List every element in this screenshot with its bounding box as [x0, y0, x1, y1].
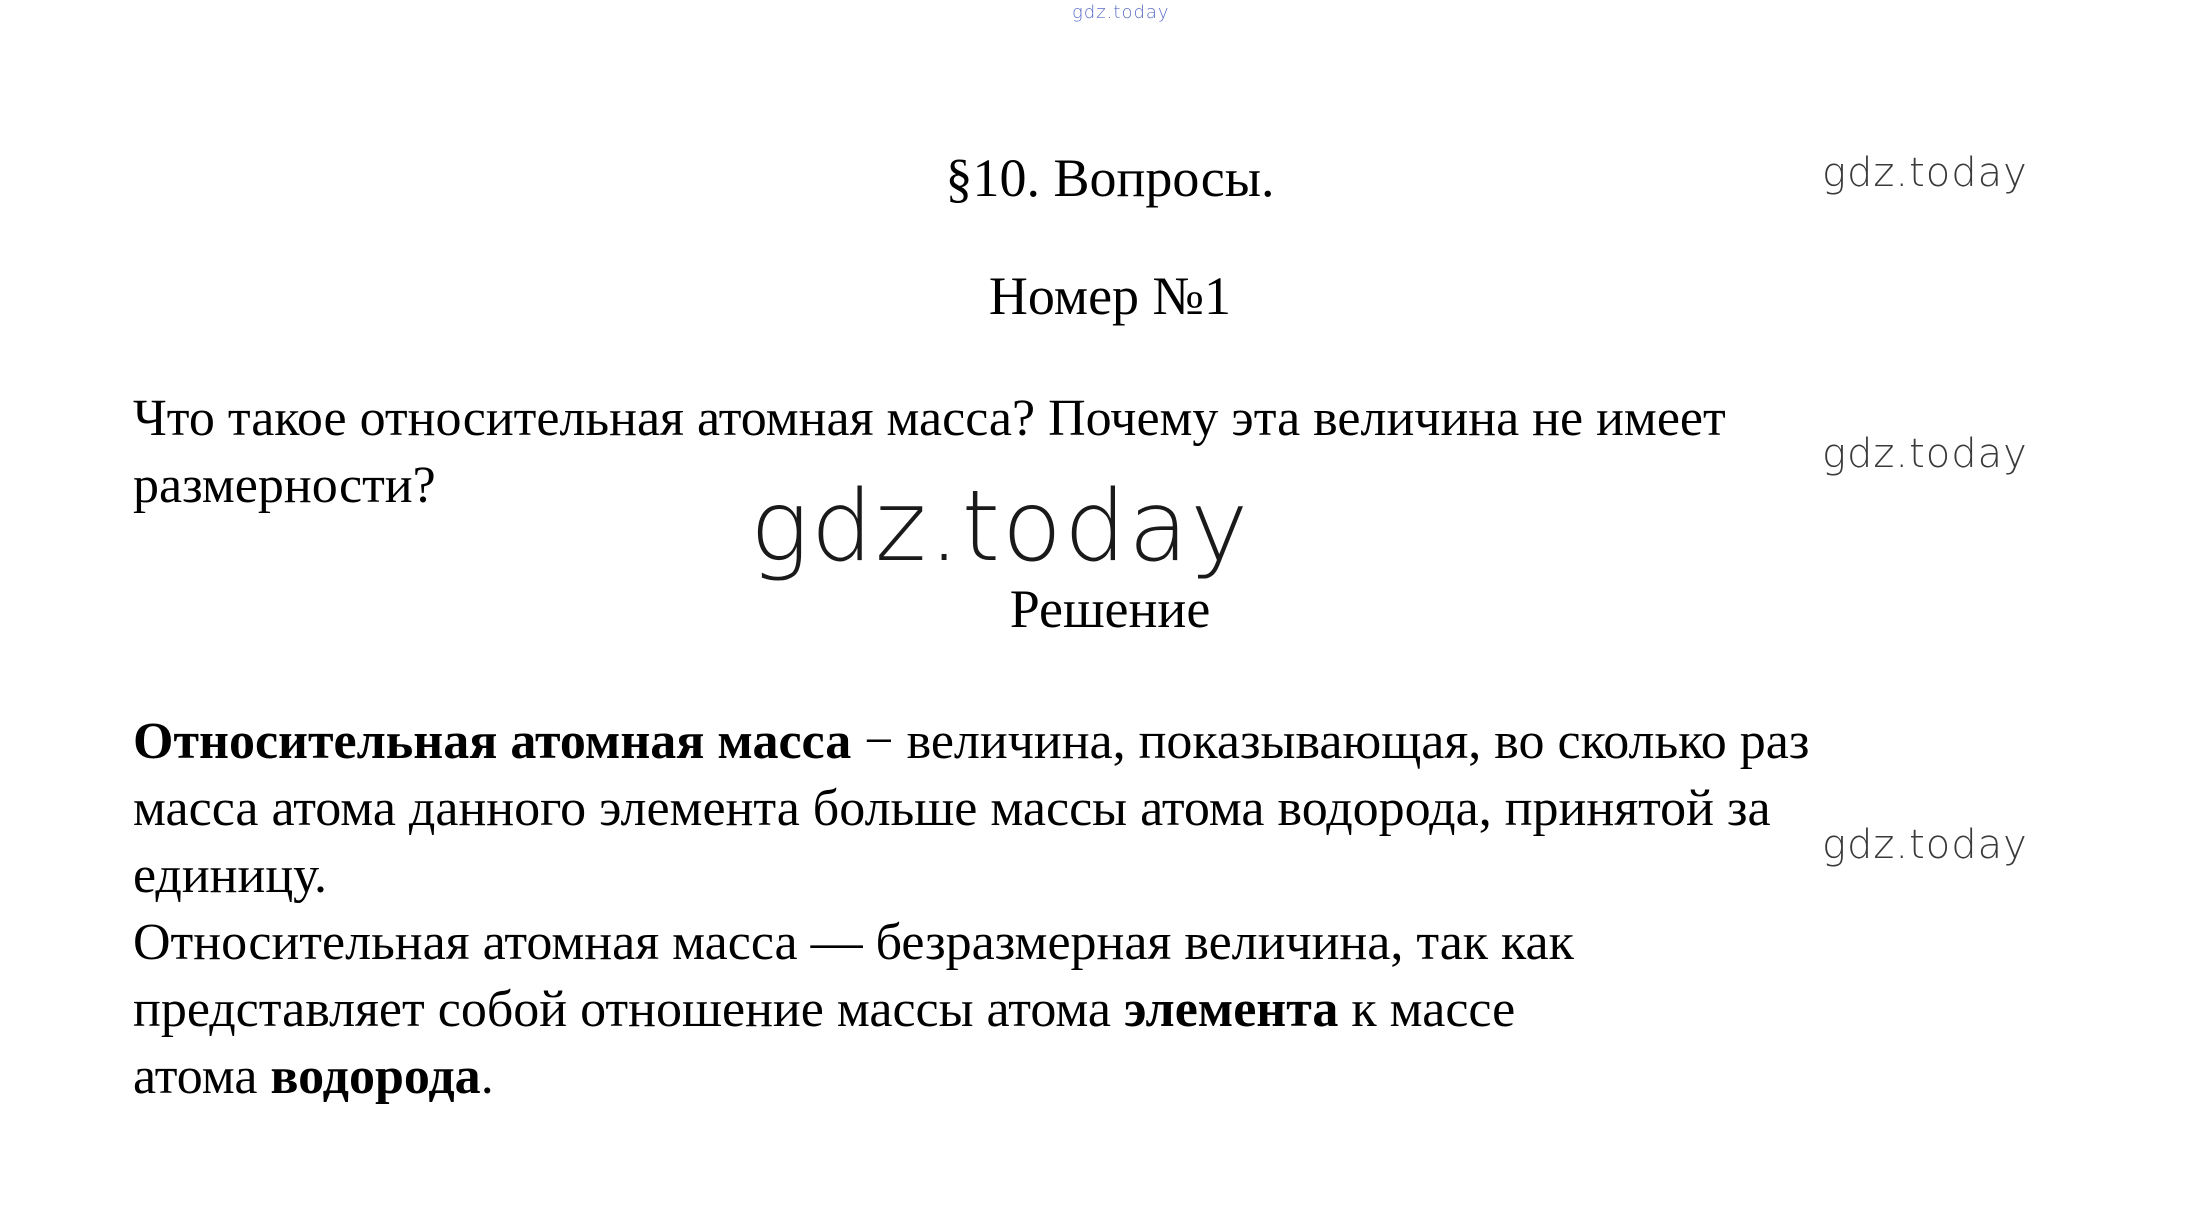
- answer-line-1: [133, 708, 2133, 775]
- exercise-number: Номер №1: [988, 266, 1232, 326]
- answer-line-2: масса атома данного элемента больше массы атома водорода, принятой за: [133, 780, 1771, 837]
- question-text: [133, 385, 2133, 519]
- watermark-top: gdz.today: [1072, 2, 1170, 23]
- answer-line-5-start: представляет собой отношение массы атома: [133, 981, 1124, 1038]
- section-heading: §10. Вопросы.: [945, 148, 1275, 208]
- answer-line-6-end: .: [480, 1048, 494, 1105]
- answer-text: [133, 708, 2133, 1110]
- watermark-side-3: gdz.today: [1822, 822, 2028, 868]
- answer-line-4: Относительная атомная масса — безразмерная величина, так как: [133, 914, 1574, 971]
- question-line-2: размерности?: [133, 457, 436, 514]
- element-bold: элемента: [1123, 981, 1339, 1038]
- watermark-side-1: gdz.today: [1822, 150, 2028, 196]
- answer-line-3: единицу.: [133, 847, 327, 904]
- answer-line-5: [133, 976, 2133, 1043]
- term-bold: Относительная атомная масса: [133, 713, 852, 770]
- question-line-1: Что такое относительная атомная масса? Почему эта величина не имеет: [133, 390, 1726, 447]
- solution-label: Решение: [1009, 579, 1211, 639]
- hydrogen-bold: водорода: [270, 1048, 481, 1105]
- answer-line-5-end: к массе: [1338, 981, 1516, 1038]
- watermark-center: gdz.today: [750, 470, 1251, 584]
- answer-line-6: [133, 1043, 2133, 1110]
- answer-line-6-start: атома: [133, 1048, 271, 1105]
- answer-line-1-rest: − величина, показывающая, во сколько раз: [851, 713, 1810, 770]
- watermark-side-2: gdz.today: [1822, 431, 2028, 477]
